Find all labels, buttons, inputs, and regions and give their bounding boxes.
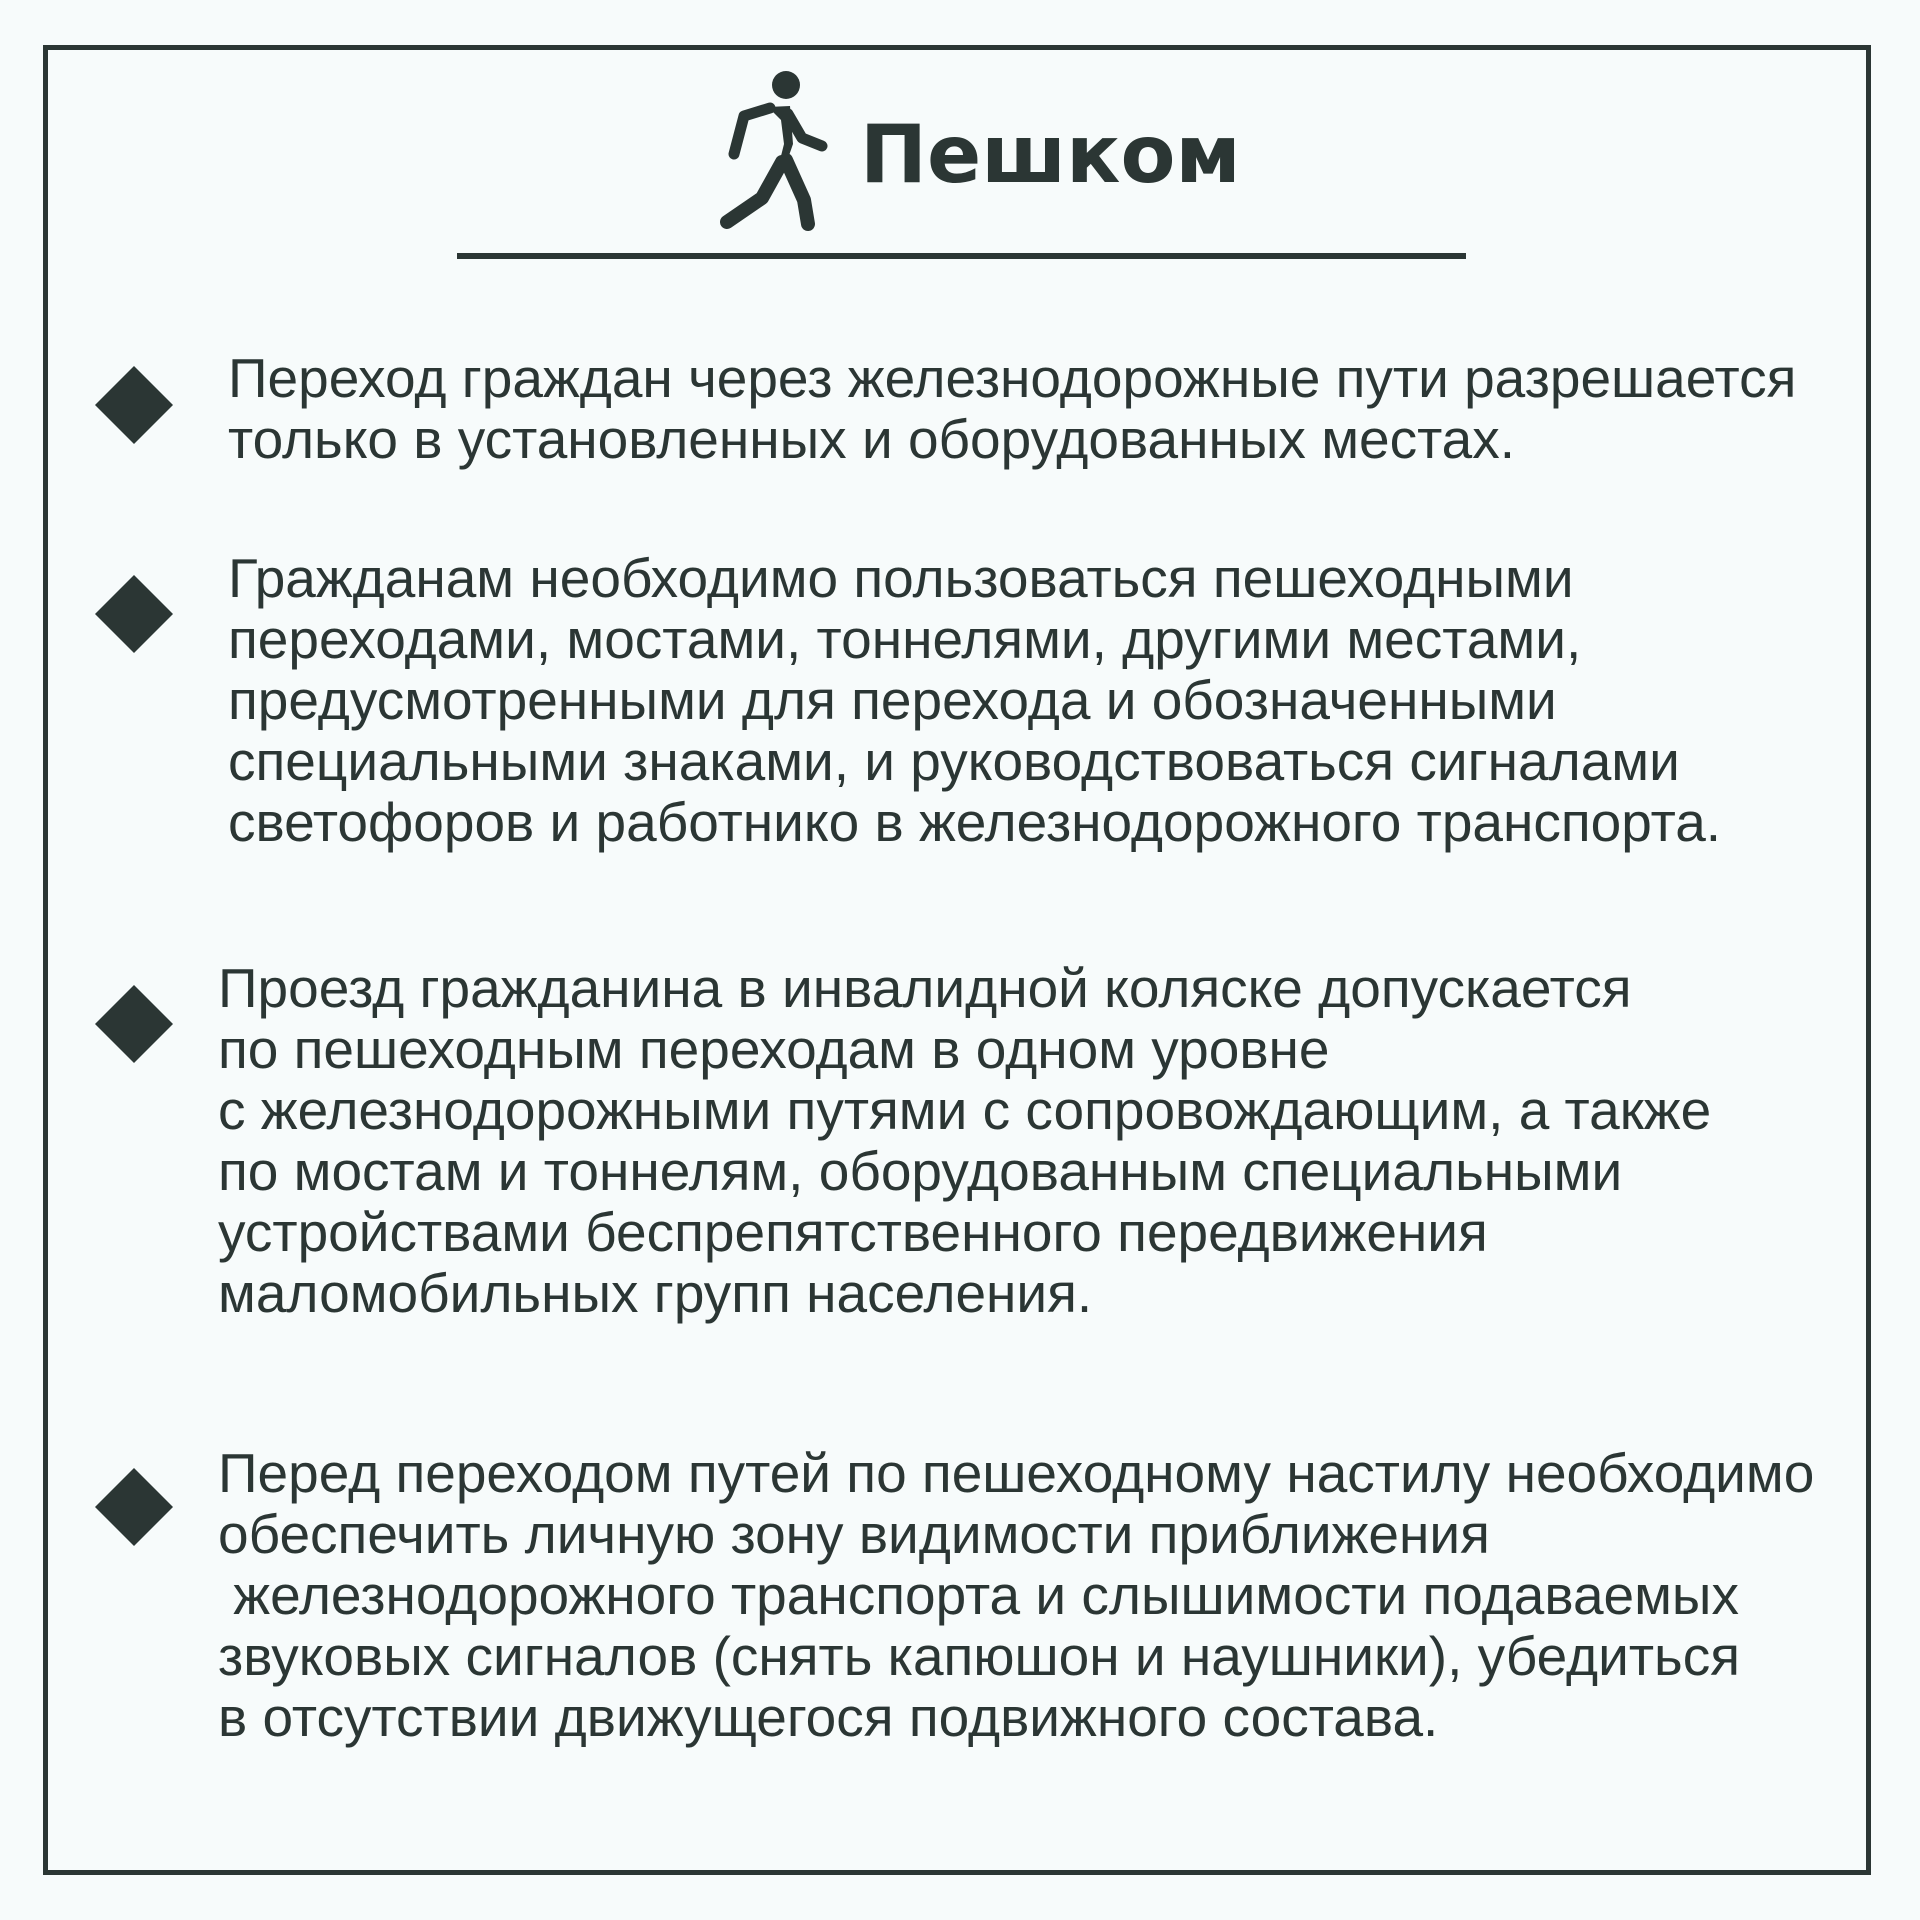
title-divider xyxy=(457,253,1466,259)
rule-line: Проезд гражданина в инвалидной коляске допускается xyxy=(218,957,1632,1019)
rule-line: маломобильных групп населения. xyxy=(218,1262,1093,1324)
rule-line: Переход граждан через железнодорожные пути разрешается xyxy=(228,347,1797,409)
page-title: Пешком xyxy=(860,108,1241,201)
rule-line: Гражданам необходимо пользоваться пешеходными xyxy=(228,547,1574,609)
rule-line: светофоров и работнико в железнодорожного транспорта. xyxy=(228,791,1722,853)
rule-line: устройствами беспрепятственного передвижения xyxy=(218,1201,1488,1263)
rule-line: с железнодорожными путями с сопровождающим, а также xyxy=(218,1079,1712,1141)
rule-line: по мостам и тоннелям, оборудованным специальными xyxy=(218,1140,1623,1202)
rule-text-1 xyxy=(228,348,1796,470)
rule-line: железнодорожного транспорта и слышимости подаваемых xyxy=(218,1564,1739,1626)
header xyxy=(0,70,1920,240)
rule-line: в отсутствии движущегося подвижного состава. xyxy=(218,1686,1439,1748)
rule-line: только в установленных и оборудованных местах. xyxy=(228,408,1516,470)
rule-text-3 xyxy=(218,958,1711,1324)
rule-line: по пешеходным переходам в одном уровне xyxy=(218,1018,1330,1080)
rule-text-2 xyxy=(228,548,1721,853)
rule-line: Перед переходом путей по пешеходному настилу необходимо xyxy=(218,1442,1815,1504)
diamond-bullet-icon xyxy=(95,985,173,1063)
rule-line: переходами, мостами, тоннелями, другими местами, xyxy=(228,608,1582,670)
diamond-bullet-icon xyxy=(95,575,173,653)
rule-text-4 xyxy=(218,1443,1814,1748)
diamond-bullet-icon xyxy=(95,1468,173,1546)
diamond-bullet-icon xyxy=(95,366,173,444)
rule-line: обеспечить личную зону видимости приближения xyxy=(218,1503,1490,1565)
pedestrian-walking-icon xyxy=(720,70,832,232)
rule-line: специальными знаками, и руководствоваться сигналами xyxy=(228,730,1680,792)
rule-line: предусмотренными для перехода и обозначенными xyxy=(228,669,1557,731)
rule-line: звуковых сигналов (снять капюшон и наушники), убедиться xyxy=(218,1625,1740,1687)
